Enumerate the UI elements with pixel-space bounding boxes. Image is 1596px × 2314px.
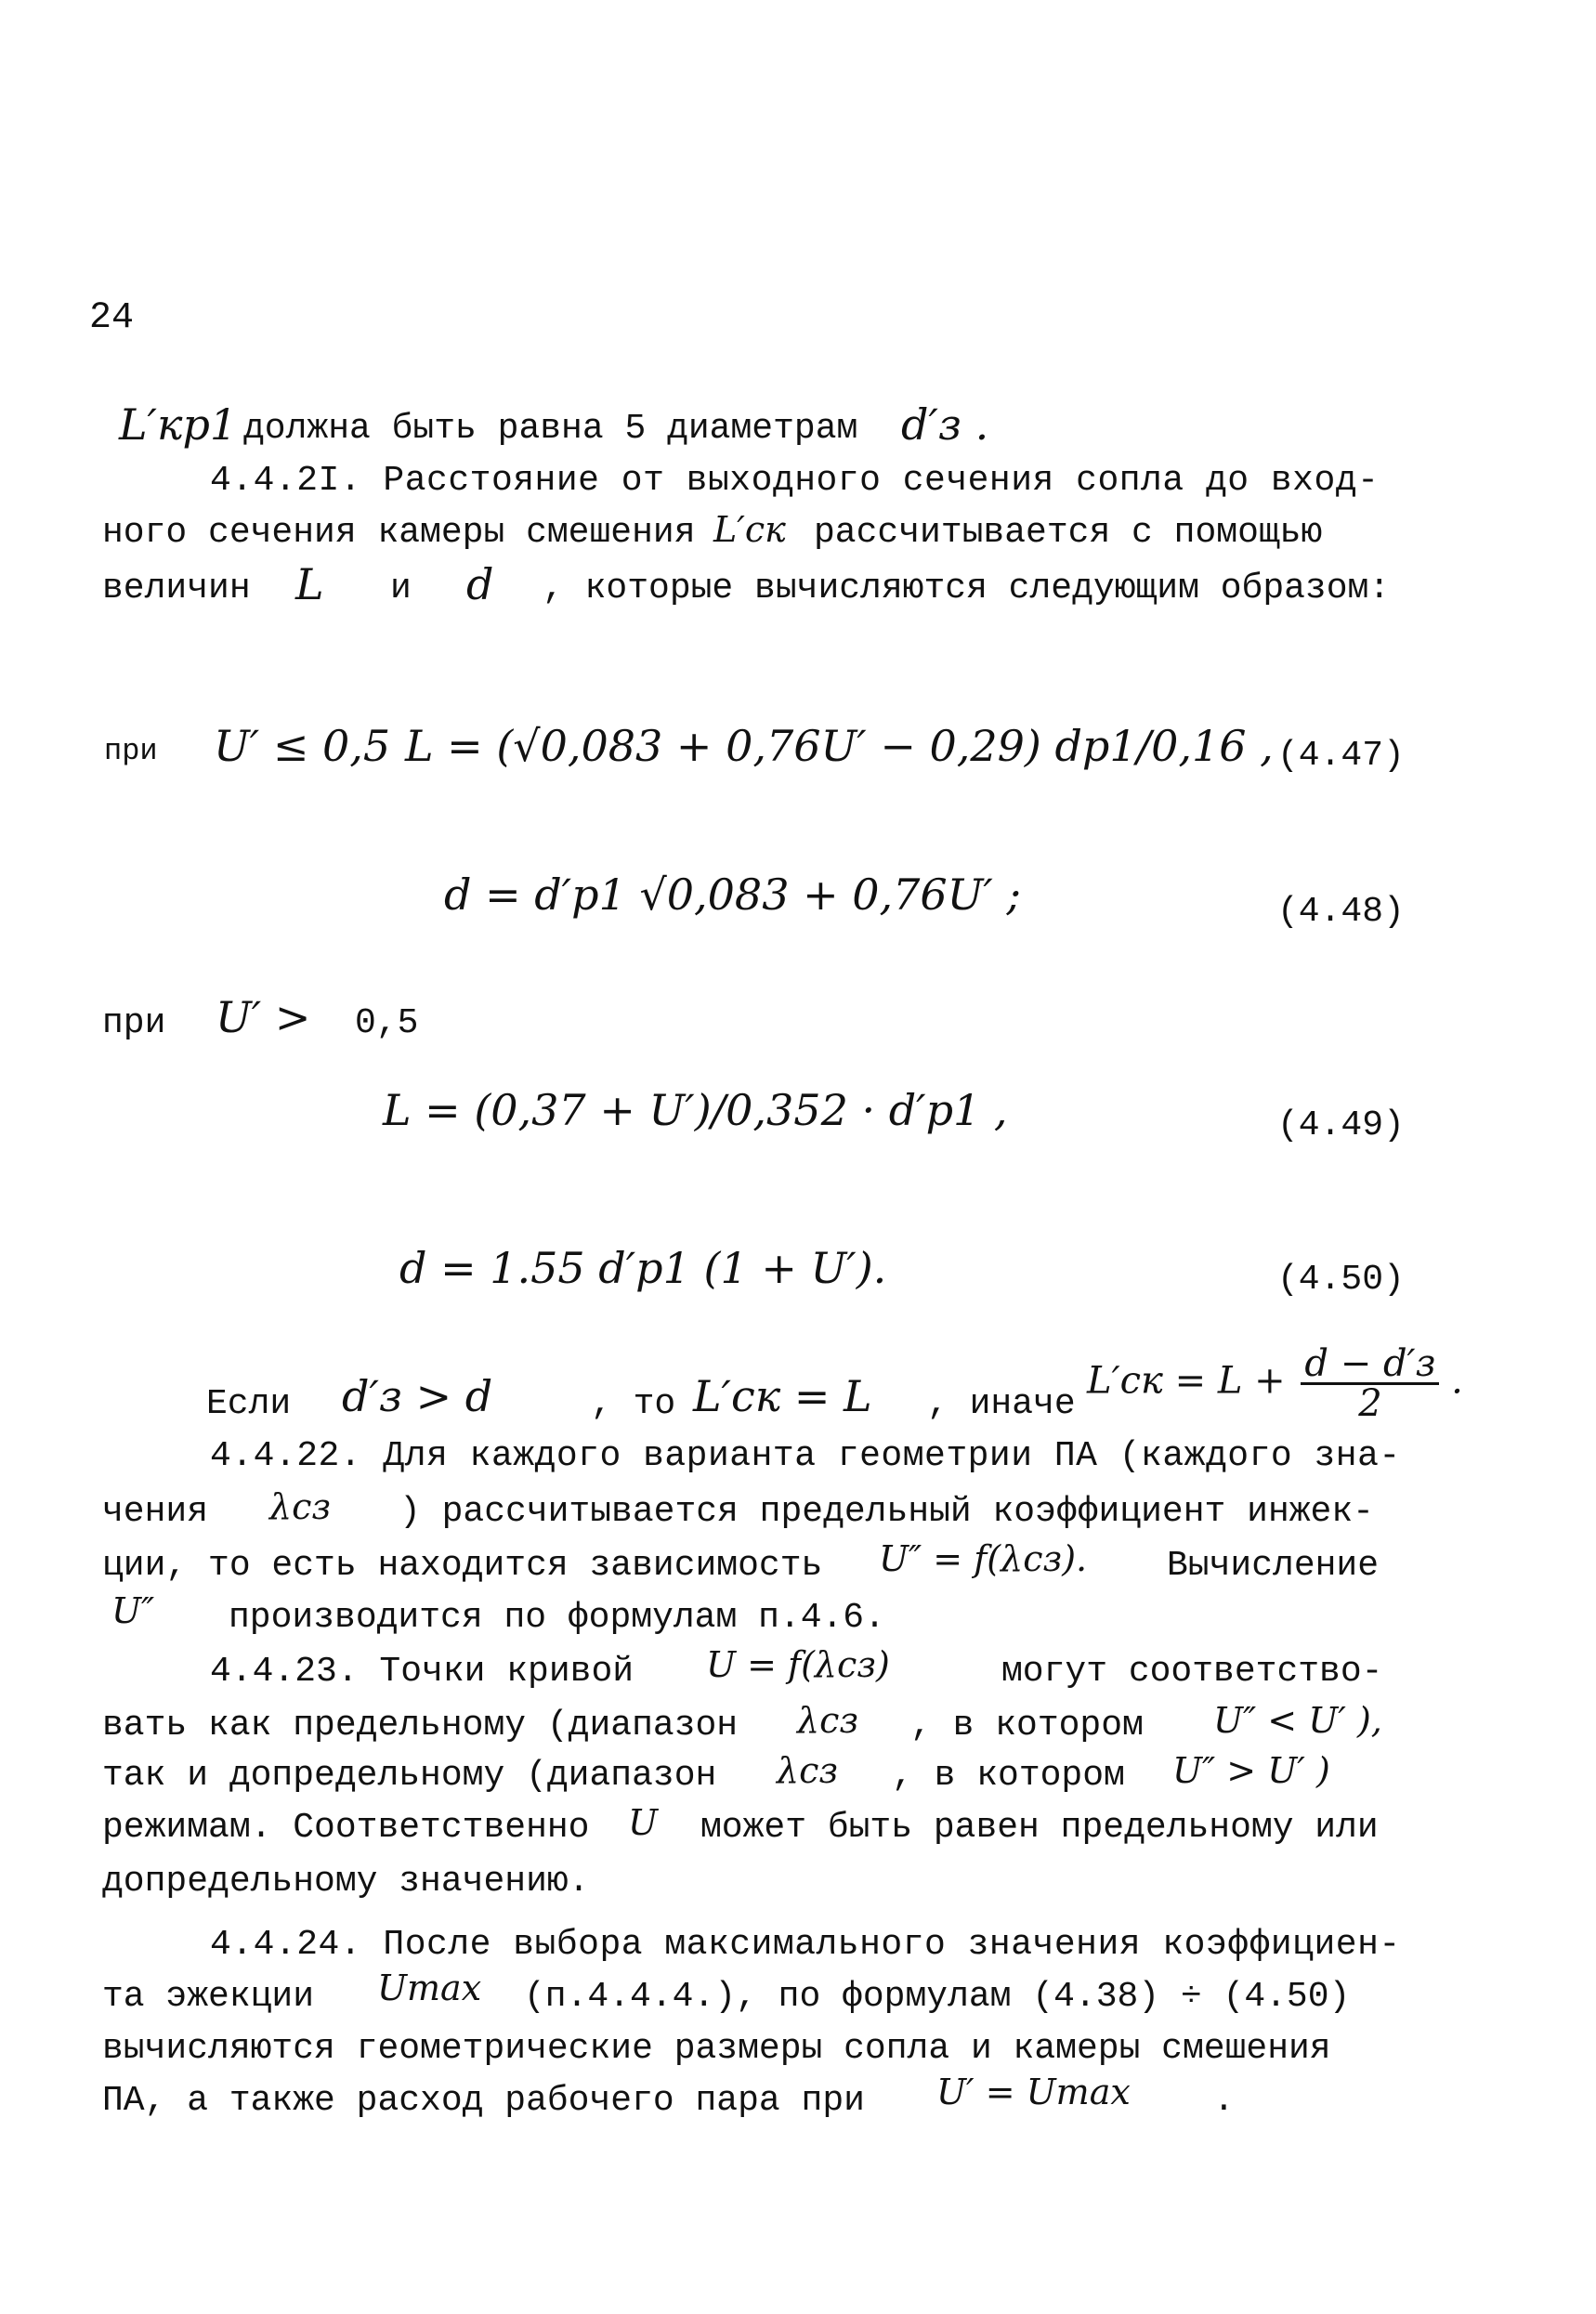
esli-fraction <box>1301 1342 1439 1425</box>
p23-line-2-ineq: U″ < U′ ), <box>1213 1700 1382 1741</box>
intro-formula-tail: d′з . <box>901 399 989 450</box>
p22-line-2c: ) рассчитывается предельный коэффициент инжек- <box>399 1492 1374 1532</box>
p23-line-4c: может быть равен предельному или <box>700 1808 1379 1848</box>
p22-line-2a: чения <box>102 1492 209 1532</box>
eq49-number: (4.49) <box>1277 1105 1405 1145</box>
p21-line-2-formula: L′ск <box>713 509 786 550</box>
p23-line-5: допредельному значению. <box>102 1862 590 1902</box>
p21-line-3a: величин <box>102 569 251 608</box>
p21-line-3e: , которые вычисляются следующим образом: <box>543 569 1391 608</box>
p23-line-3-ineq: U″ > U′ ) <box>1172 1750 1330 1791</box>
eq48-number: (4.48) <box>1277 892 1405 932</box>
esli-to: , то <box>591 1384 676 1424</box>
p24-line-2a: та эжекции <box>102 1977 315 2017</box>
esli-fraction-denominator: 2 <box>1358 1382 1382 1425</box>
esli-result1: L′ск = L <box>693 1371 872 1421</box>
intro-formula-lead: L′кр1 <box>119 399 238 450</box>
eq49-pri: при <box>102 1003 166 1043</box>
p24-line-1: 4.4.24. После выбора максимального значения коэффициен- <box>210 1925 1401 1965</box>
eq47-number: (4.47) <box>1277 736 1405 776</box>
p22-line-1: 4.4.22. Для каждого варианта геометрии ПА (каждого зна- <box>210 1436 1401 1476</box>
page-number: 24 <box>89 297 135 339</box>
p24-line-4c: . <box>1213 2081 1235 2121</box>
p21-line-3-L: L <box>295 559 324 609</box>
eq47-condition: U′ ≤ 0,5 <box>214 721 391 771</box>
p23-line-1c: могут соответство- <box>1001 1652 1383 1692</box>
p22-line-3a: ции, то есть находится зависимость <box>102 1546 823 1586</box>
p24-line-4a: ПА, а также расход рабочего пара при <box>102 2081 865 2121</box>
p23-line-3c: , в котором <box>892 1756 1125 1796</box>
p24-line-3: вычисляются геометрические размеры сопла и камеры смешения <box>102 2029 1331 2069</box>
p21-line-3-d: d <box>466 559 494 609</box>
p24-line-4-formula: U′ = Umax <box>936 2072 1131 2112</box>
eq50-formula: d = 1.55 d′p1 (1 + U′). <box>399 1243 887 1293</box>
eq49-condition-val: 0,5 <box>355 1003 419 1043</box>
p23-line-3a: так и допредельному (диапазон <box>102 1756 717 1796</box>
esli-result2 <box>1087 1342 1463 1425</box>
intro-text: должна быть равна 5 диаметрам <box>243 409 858 449</box>
p24-line-2c: (п.4.4.4.), по формулам (4.38) ÷ (4.50) <box>524 1977 1351 2017</box>
p23-line-1a: 4.4.23. Точки кривой <box>210 1652 634 1692</box>
p23-line-1-formula: U = f(λсз) <box>706 1644 890 1685</box>
esli-end: . <box>1451 1359 1463 1403</box>
p21-line-3-and: и <box>390 569 412 608</box>
p21-line-2a: ного сечения камеры смешения <box>102 513 696 553</box>
p23-line-3-lambda: λсз <box>777 1750 839 1791</box>
p22-line-4-U: U″ <box>111 1590 155 1631</box>
p23-line-2c: , в котором <box>910 1706 1144 1745</box>
esli-result2-lhs: L′ск = L + <box>1087 1359 1286 1403</box>
eq47-pri: при <box>104 734 158 768</box>
esli-fraction-numerator: d − d′з <box>1301 1345 1439 1385</box>
p23-line-2a: вать как предельному (диапазон <box>102 1706 739 1745</box>
p23-line-4-U: U <box>628 1802 659 1843</box>
eq49-condition-var: U′ > <box>216 992 311 1042</box>
p21-line-2c: рассчитывается с помощью <box>814 513 1323 553</box>
eq49-formula: L = (0,37 + U′)/0,352 · d′p1 , <box>383 1085 1008 1135</box>
p23-line-4a: режимам. Соответственно <box>102 1808 590 1848</box>
esli-inache: , иначе <box>927 1384 1076 1424</box>
esli-condition: d′з > d <box>342 1371 493 1421</box>
p21-line-1: 4.4.2I. Расстояние от выходного сечения сопла до вход- <box>210 461 1380 501</box>
p22-line-2-lambda: λсз <box>269 1486 332 1527</box>
p23-line-2-lambda: λсз <box>797 1700 859 1741</box>
p22-line-4b: производится по формулам п.4.6. <box>229 1598 885 1638</box>
eq50-number: (4.50) <box>1277 1260 1405 1300</box>
p22-line-3c: Вычисление <box>1167 1546 1380 1586</box>
esli-word: Если <box>206 1384 292 1424</box>
eq48-formula: d = d′p1 √0,083 + 0,76U′ ; <box>444 869 1021 920</box>
p24-line-2-Umax: Umax <box>377 1968 482 2008</box>
eq47-formula: L = (√0,083 + 0,76U′ − 0,29) dp1/0,16 , <box>405 721 1274 771</box>
p22-line-3-formula: U″ = f(λсз). <box>879 1538 1088 1579</box>
